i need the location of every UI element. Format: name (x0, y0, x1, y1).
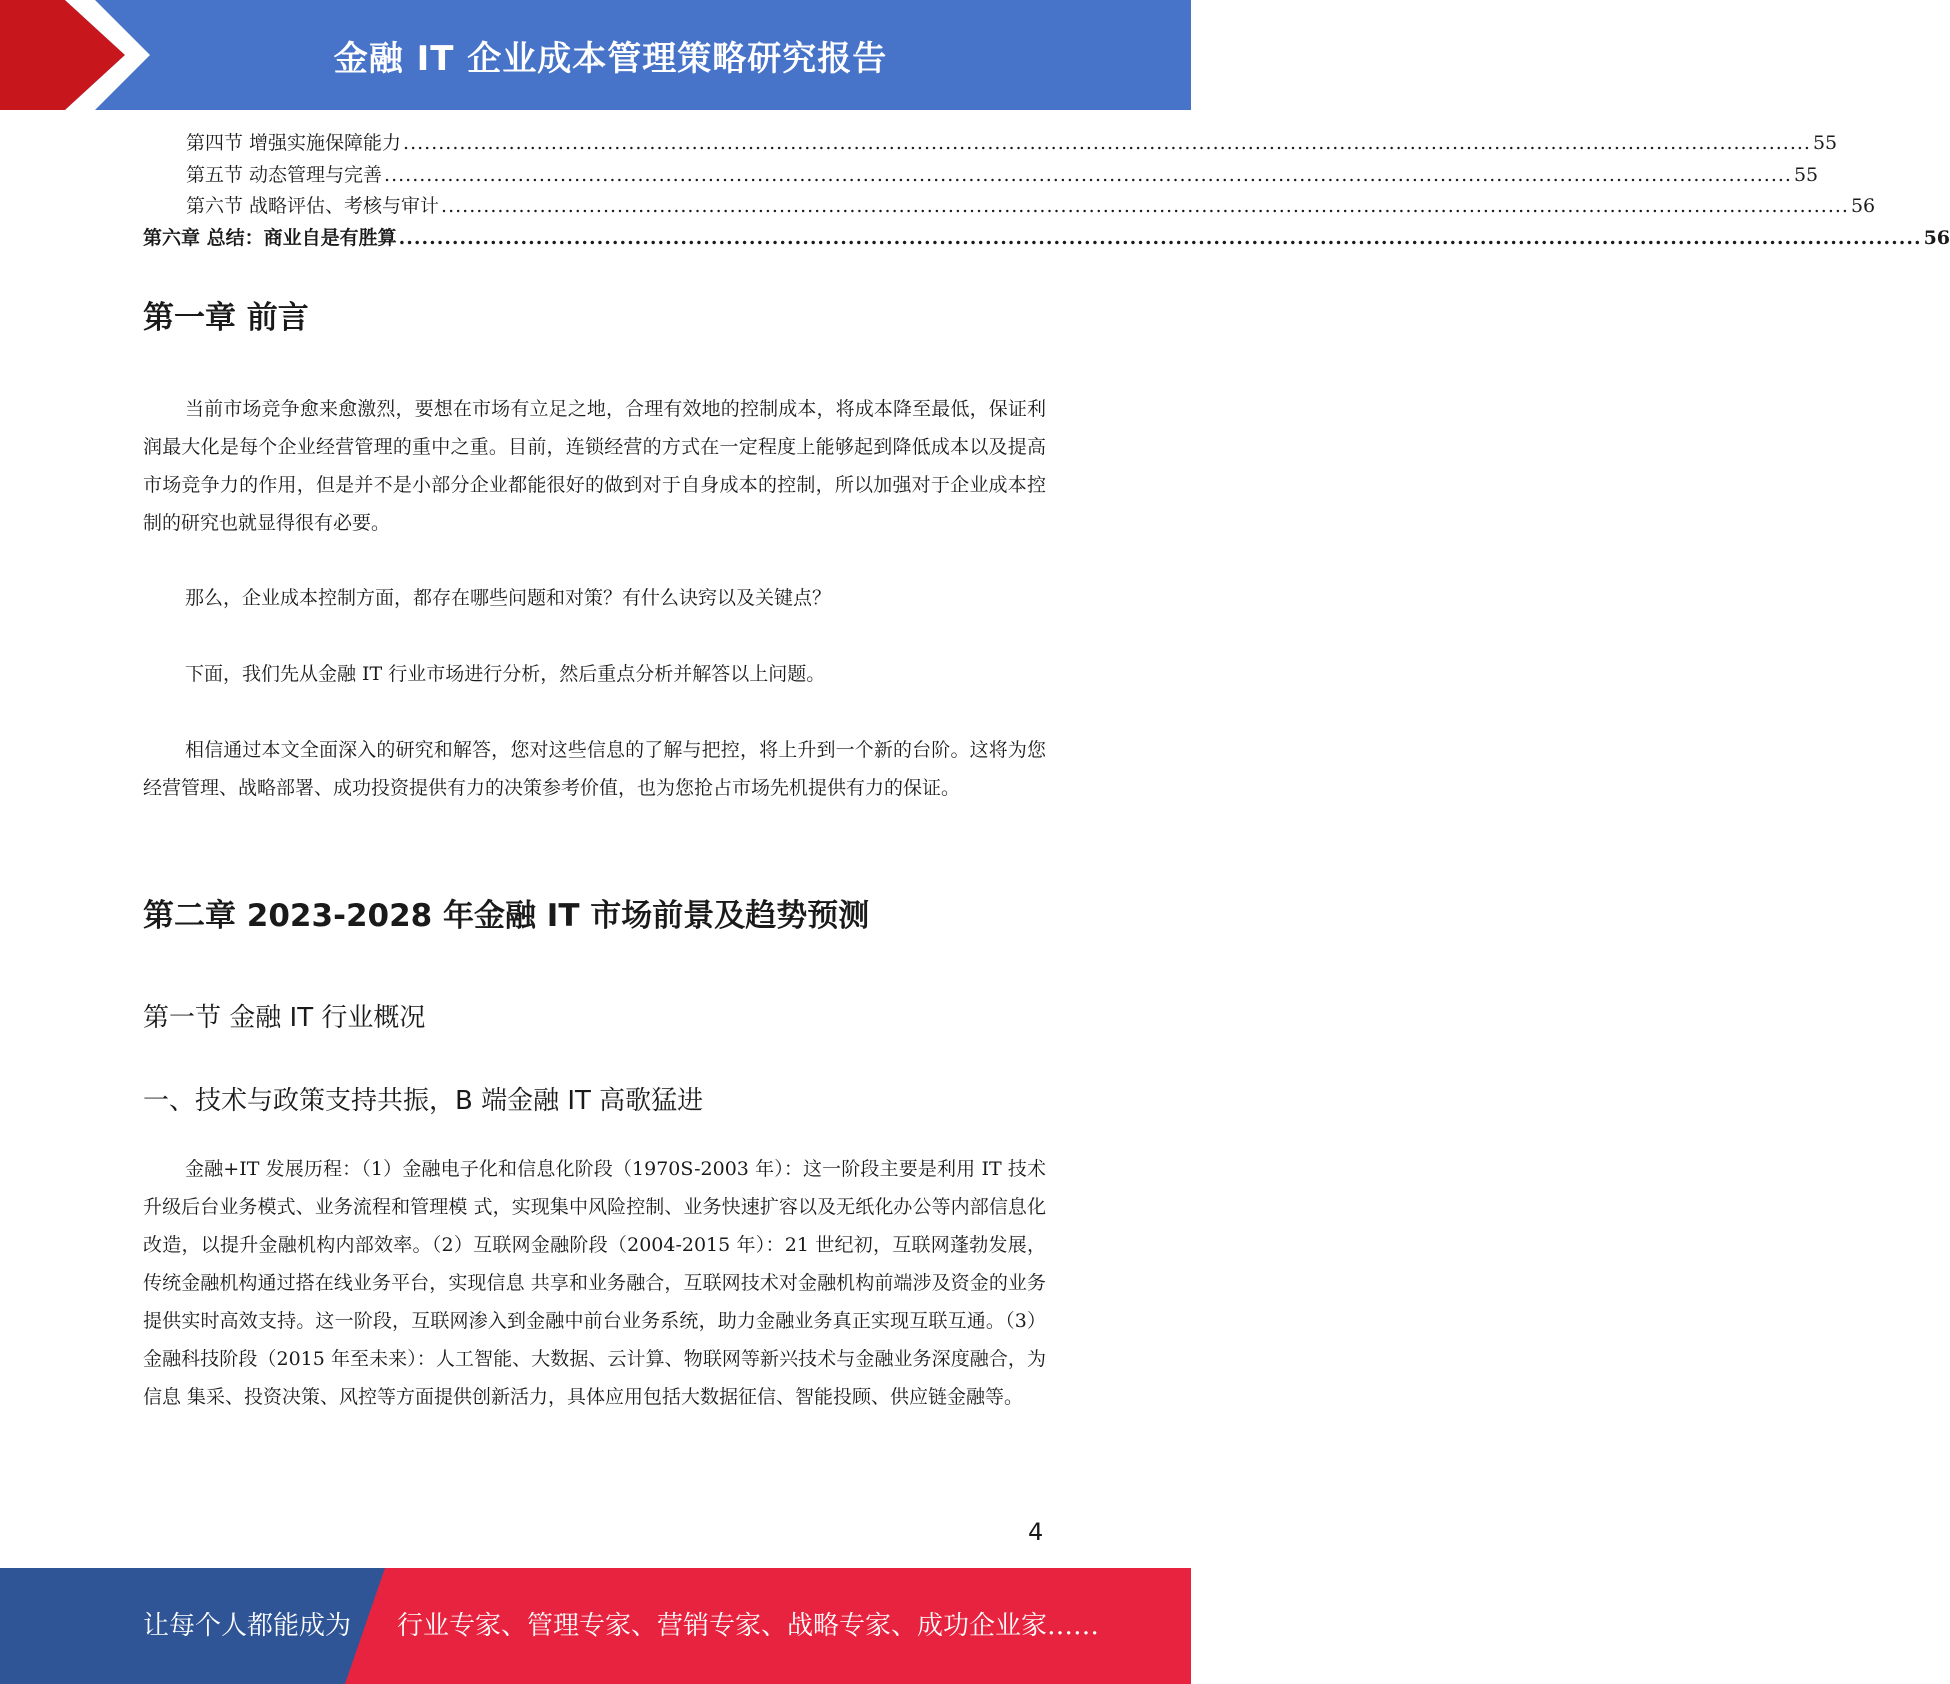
chapter-1-paragraph: 相信通过本文全面深入的研究和解答，您对这些信息的了解与把控，将上升到一个新的台阶。这将为您经营管理、战略部署、成功投资提供有力的决策参考价值，也为您抢占市场先机提供有力的保证。 (143, 739, 1046, 799)
table-of-contents (143, 128, 1950, 254)
subsection-1-heading: 一、技术与政策支持共振，B 端金融 IT 高歌猛进 (143, 1086, 704, 1116)
toc-entry-page: 55 (1793, 163, 1819, 186)
toc-leader-dots: ........................................................................................................................................................................................................ (403, 132, 1811, 154)
toc-entry-page: 56 (1850, 195, 1876, 217)
toc-leader-dots: ........................................................................................................................................................................................................ (398, 226, 1922, 249)
toc-entry[interactable] (143, 128, 1838, 160)
toc-leader-dots: ........................................................................................................................................................................................................ (441, 195, 1849, 217)
toc-entry[interactable] (143, 191, 1876, 223)
page-footer (0, 1568, 1191, 1684)
section-1-heading: 第一节 金融 IT 行业概况 (143, 1003, 426, 1033)
page-number: 4 (1028, 1518, 1044, 1546)
chapter-2-heading: 第二章 2023-2028 年金融 IT 市场前景及趋势预测 (143, 898, 870, 934)
toc-entry-label: 第五节 动态管理与完善 (186, 163, 383, 186)
footer-slogan-left: 让每个人都能成为 (143, 1611, 352, 1641)
subsection-1-paragraph: 金融+IT 发展历程：（1）金融电子化和信息化阶段（1970S-2003 年）：这一阶段主要是利用 IT 技术升级后台业务模式、业务流程和管理模 式，实现集中风险控制、业务快速扩容以及无纸化办公等内部信息化改造，以提升金融机构内部效率。（2）互联网金融阶段（2004-2015 年）：21 世纪初，互联网蓬勃发展，传统金融机构通过搭在线业务平台，实现信息 共享和业务融合，互联网技术对金融机构前端涉及资金的业务提供实时高效支持。这一阶段，互联网渗入到金融中前台业务系统，助力金融业务真正实现互联互通。（3）金融科技阶段（2015 年至未来）：人工智能、大数据、云计算、物联网等新兴技术与金融业务深度融合，为信息 集采、投资决策、风控等方面提供创新活力，具体应用包括大数据征信、智能投顾、供应链金融等。 (143, 1158, 1046, 1408)
toc-entry-page: 55 (1812, 132, 1838, 154)
toc-entry-label: 第六章 总结：商业自是有胜算 (143, 226, 397, 249)
toc-entry[interactable] (143, 223, 1950, 255)
toc-leader-dots: ........................................................................................................................................................................................................ (384, 163, 1792, 186)
toc-entry-page: 56 (1923, 226, 1950, 249)
toc-entry-label: 第四节 增强实施保障能力 (186, 132, 402, 154)
toc-entry-label: 第六节 战略评估、考核与审计 (186, 195, 440, 217)
chapter-1-paragraph: 那么，企业成本控制方面，都存在哪些问题和对策？有什么诀窍以及关键点？ (185, 587, 832, 609)
report-title: 金融 IT 企业成本管理策略研究报告 (333, 38, 888, 79)
chapter-1-paragraph: 下面，我们先从金融 IT 行业市场进行分析，然后重点分析并解答以上问题。 (185, 663, 826, 685)
chapter-1-paragraph: 当前市场竞争愈来愈激烈，要想在市场有立足之地，合理有效地的控制成本，将成本降至最低，保证利润最大化是每个企业经营管理的重中之重。目前，连锁经营的方式在一定程度上能够起到降低成本以及提高市场竞争力的作用，但是并不是小部分企业都能很好的做到对于自身成本的控制，所以加强对于企业成本控制的研究也就显得很有必要。 (143, 398, 1046, 534)
toc-entry[interactable] (143, 160, 1819, 192)
footer-slogan-right: 行业专家、管理专家、营销专家、战略专家、成功企业家…… (397, 1611, 1100, 1641)
page-header (0, 0, 1191, 110)
chapter-1-heading: 第一章 前言 (143, 300, 309, 336)
